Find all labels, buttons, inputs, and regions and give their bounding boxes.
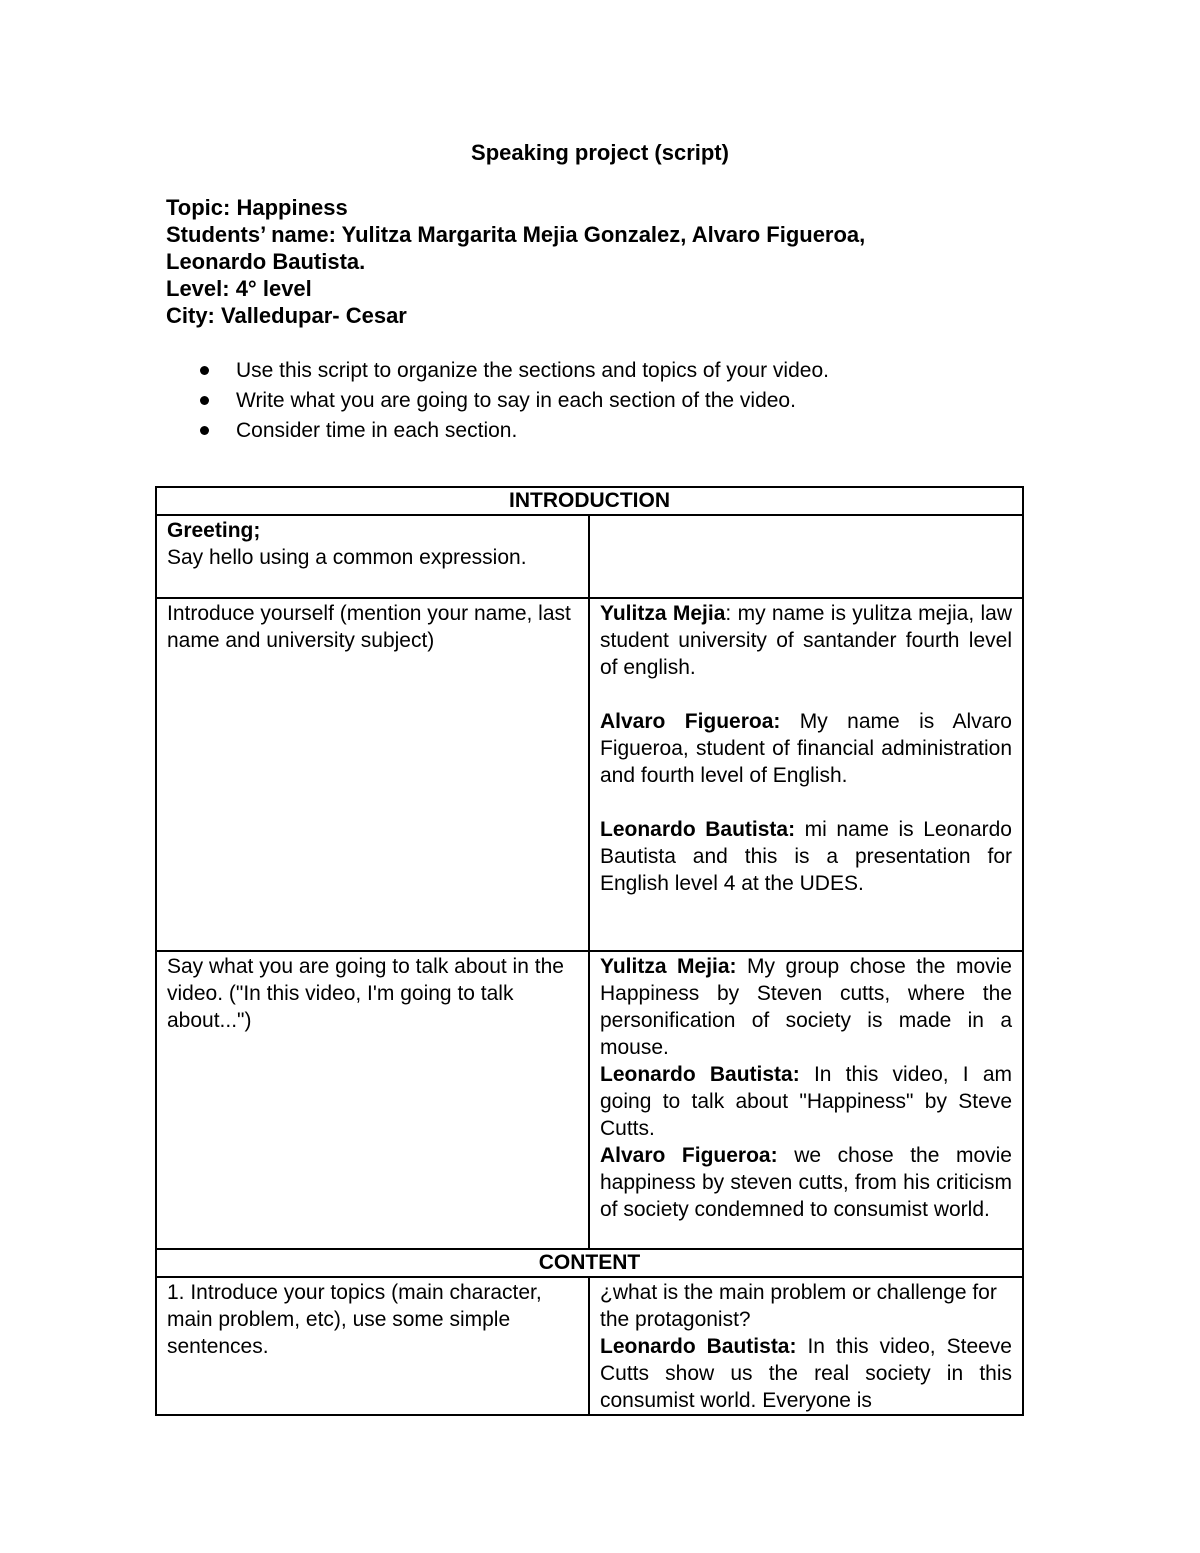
instruction-item: Use this script to organize the sections and topics of your video. bbox=[196, 356, 1016, 386]
introduce-prompt: Introduce yourself (mention your name, last name and university subject) bbox=[167, 602, 571, 652]
table-row bbox=[156, 487, 1023, 515]
talk-prompt: Say what you are going to talk about in the video. ("In this video, I'm going to talk about...") bbox=[167, 955, 564, 1032]
talk-answer-alvaro: Alvaro Figueroa: we chose the movie happiness by steven cutts, from his criticism of society condemned to consumist world. bbox=[600, 1144, 1012, 1221]
greeting-title: Greeting; bbox=[167, 519, 261, 542]
table-row bbox=[156, 515, 1023, 598]
instruction-item: Consider time in each section. bbox=[196, 416, 1016, 446]
topics-answer-leonardo: Leonardo Bautista: In this video, Steeve Cutts show us the real society in this consumist world. Everyone is bbox=[600, 1335, 1012, 1412]
students-line-1: Students’ name: Yulitza Margarita Mejia Gonzalez, Alvaro Figueroa, bbox=[166, 222, 866, 247]
talk-answer-leonardo: Leonardo Bautista: In this video, I am going to talk about "Happiness" by Steve Cutts. bbox=[600, 1063, 1012, 1140]
content-header: CONTENT bbox=[156, 1249, 1023, 1277]
greeting-cell bbox=[156, 515, 589, 598]
topics-prompt: 1. Introduce your topics (main character, main problem, etc), use some simple sentences. bbox=[167, 1281, 542, 1358]
table-row bbox=[156, 598, 1023, 951]
instructions-list bbox=[196, 356, 1016, 446]
bullet-icon bbox=[200, 426, 209, 435]
bullet-icon bbox=[200, 396, 209, 405]
answer-yulitza: Yulitza Mejia: my name is yulitza mejia, law student university of santander fourth level of english. bbox=[600, 602, 1013, 679]
table-row bbox=[156, 1277, 1023, 1415]
topics-prompt-cell bbox=[156, 1277, 589, 1415]
table-row bbox=[156, 951, 1023, 1249]
topics-question: ¿what is the main problem or challenge for the protagonist? bbox=[600, 1281, 997, 1331]
instruction-item: Write what you are going to say in each section of the video. bbox=[196, 386, 1016, 416]
document-header bbox=[166, 194, 986, 329]
document-title: Speaking project (script) bbox=[471, 140, 729, 165]
level-line: Level: 4° level bbox=[166, 276, 312, 301]
talk-answer-yulitza: Yulitza Mejia: My group chose the movie Happiness by Steven cutts, where the personification of society is made in a mouse. bbox=[600, 955, 1012, 1059]
city-line: City: Valledupar- Cesar bbox=[166, 303, 407, 328]
students-line-2: Leonardo Bautista. bbox=[166, 249, 366, 274]
introduce-prompt-cell bbox=[156, 598, 589, 951]
bullet-icon bbox=[200, 366, 209, 375]
talk-answer-cell bbox=[589, 951, 1023, 1249]
topics-answer-cell bbox=[589, 1277, 1023, 1415]
greeting-answer-cell[interactable] bbox=[589, 515, 1023, 598]
answer-alvaro: Alvaro Figueroa: My name is Alvaro Figueroa, student of financial administration and fourth level of English. bbox=[600, 710, 1012, 787]
script-table bbox=[155, 486, 1024, 1416]
table-row bbox=[156, 1249, 1023, 1277]
greeting-text: Say hello using a common expression. bbox=[167, 546, 527, 569]
introduction-header: INTRODUCTION bbox=[156, 487, 1023, 515]
talk-prompt-cell bbox=[156, 951, 589, 1249]
introduce-answer-cell bbox=[589, 598, 1023, 951]
topic-line: Topic: Happiness bbox=[166, 195, 348, 220]
answer-leonardo: Leonardo Bautista: mi name is Leonardo Bautista and this is a presentation for English level 4 at the UDES. bbox=[600, 818, 1012, 895]
